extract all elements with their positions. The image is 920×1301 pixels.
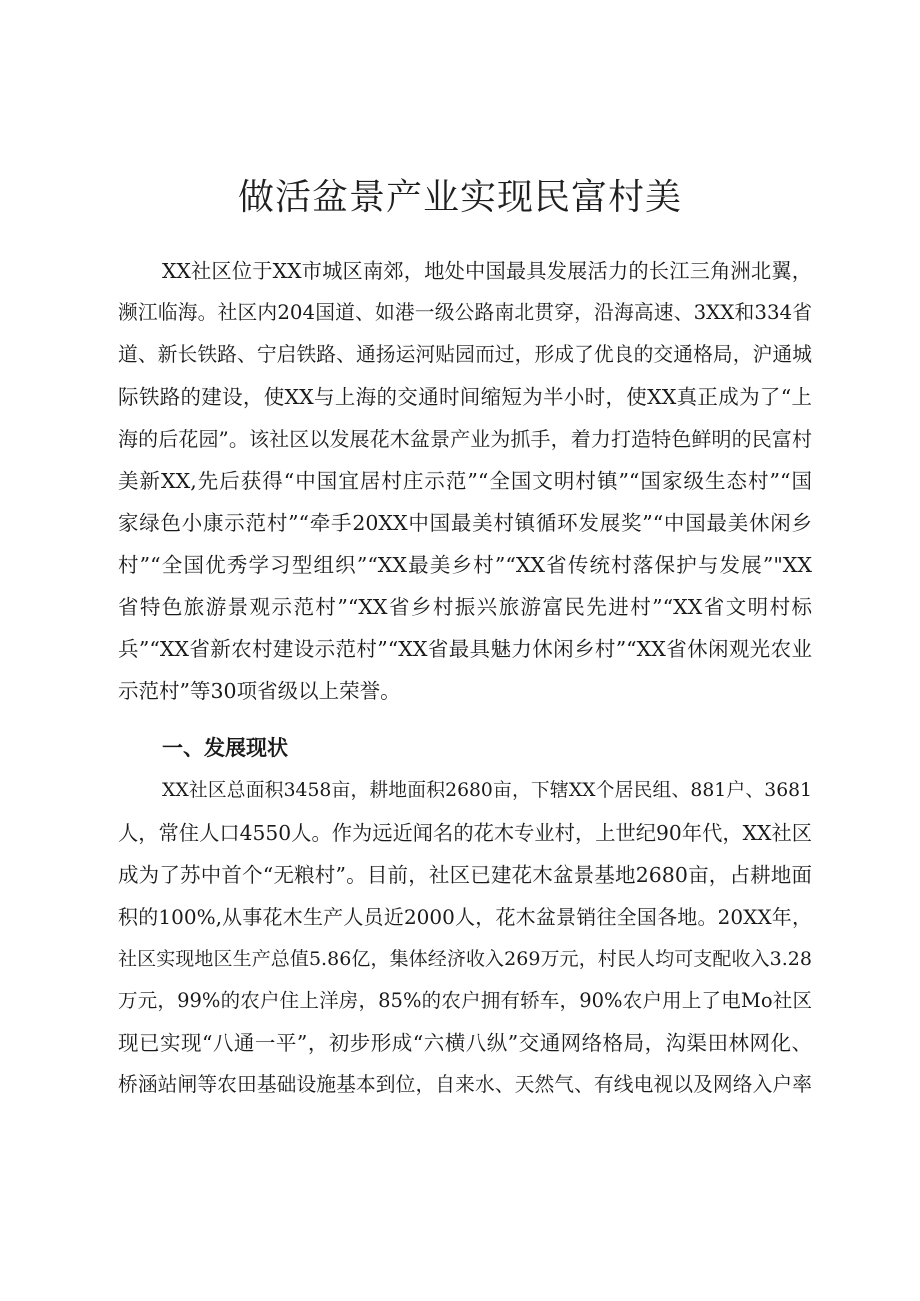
paragraph-line: 际铁路的建设，使XX与上海的交通时间缩短为半小时，使XX真正成为了“上 <box>118 385 812 409</box>
paragraph-line: 人，常住人口4550人。作为远近闻名的花木专业村，上世纪90年代，XX社区 <box>118 821 812 845</box>
paragraph-line: 兵”“XX省新农村建设示范村”“XX省最具魅力休闲乡村”“XX省休闲观光农业 <box>118 637 812 661</box>
section-heading: 一、发展现状 <box>162 736 288 760</box>
paragraph-line: 美新XX,先后获得“中国宜居村庄示范”“全国文明村镇”“国家级生态村”“国 <box>118 469 812 493</box>
paragraph-line: 现已实现“八通一平”，初步形成“六横八纵”交通网络格局，沟渠田林网化、 <box>118 1031 812 1055</box>
paragraph-line: 社区实现地区生产总值5.86亿，集体经济收入269万元，村民人均可支配收入3.28 <box>118 948 812 970</box>
paragraph-line: 万元，99%的农户住上洋房，85%的农户拥有轿车，90%农户用上了电Mo社区 <box>118 989 812 1012</box>
paragraph-line: 积的100%,从事花木生产人员近2000人，花木盆景销往全国各地。20XX年， <box>118 905 812 929</box>
paragraph-line: 成为了苏中首个“无粮村”。目前，社区已建花木盆景基地2680亩，占耕地面 <box>118 863 812 887</box>
paragraph-line: 家绿色小康示范村”“牵手20XX中国最美村镇循环发展奖”“中国最美休闲乡 <box>118 511 812 535</box>
document-title: 做活盆景产业实现民富村美 <box>237 177 682 218</box>
paragraph-line: 海的后花园”。该社区以发展花木盆景产业为抓手，着力打造特色鲜明的民富村 <box>118 427 812 451</box>
paragraph-line: XX社区总面积3458亩，耕地面积2680亩，下辖XX个居民组、881户、3681 <box>162 780 812 801</box>
paragraph-line: 省特色旅游景观示范村”“XX省乡村振兴旅游富民先进村”“XX省文明村标 <box>118 595 812 619</box>
paragraph-line: 桥涵站闸等农田基础设施基本到位，自来水、天然气、有线电视以及网络入户率 <box>118 1073 812 1096</box>
paragraph-line: 道、新长铁路、宁启铁路、通扬运河贴园而过，形成了优良的交通格局，沪通城 <box>118 343 812 366</box>
paragraph-line: 示范村”等30项省级以上荣誉。 <box>118 679 401 703</box>
paragraph-line: 村”“全国优秀学习型组织”“XX最美乡村”“XX省传统村落保护与发展”"XX <box>118 553 812 577</box>
paragraph-line: 濒江临海。社区内204国道、如港一级公路南北贯穿，沿海高速、3XX和334省 <box>118 301 812 324</box>
paragraph-line: XX社区位于XX市城区南郊，地处中国最具发展活力的长江三角洲北翼， <box>162 259 812 283</box>
